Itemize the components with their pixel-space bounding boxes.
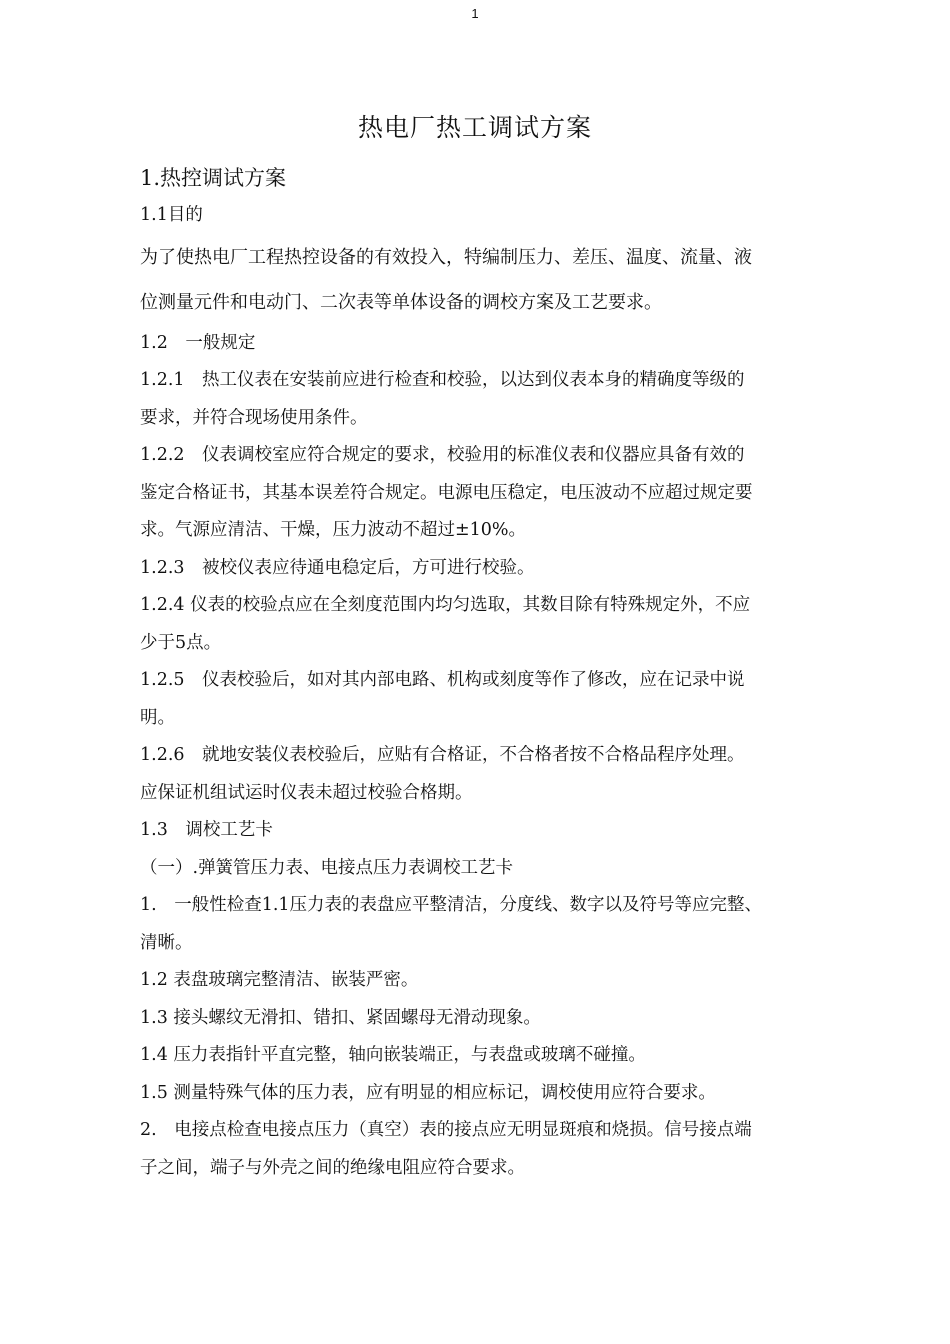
paragraph-line: 少于5点。 (140, 632, 222, 653)
page-number: 1 (471, 6, 479, 21)
paragraph-line: 2. 电接点检查电接点压力（真空）表的接点应无明显斑痕和烧损。信号接点端 (140, 1120, 752, 1140)
paragraph-line: 明。 (140, 707, 175, 728)
paragraph-line: 为了使热电厂工程热控设备的有效投入，特编制压力、差压、温度、流量、液 (140, 246, 752, 268)
paragraph-line: 1.2 表盘玻璃完整清洁、嵌装严密。 (140, 970, 419, 990)
paragraph-line: 1.2.4 仪表的校验点应在全刻度范围内均匀选取，其数目除有特殊规定外，不应 (140, 595, 751, 615)
subsection-heading: 1.1目的 (140, 205, 203, 225)
paragraph-line: 求。气源应清洁、干燥，压力波动不超过±10%。 (140, 520, 527, 540)
paragraph-line: 位测量元件和电动门、二次表等单体设备的调校方案及工艺要求。 (140, 291, 662, 313)
card-heading: （一）.弹簧管压力表、电接点压力表调校工艺卡 (140, 857, 514, 878)
document-body (140, 160, 830, 1187)
paragraph-line: 鉴定合格证书，其基本误差符合规定。电源电压稳定，电压波动不应超过规定要 (140, 482, 753, 503)
subsection-heading: 1.2 一般规定 (140, 332, 256, 353)
paragraph-line: 1.2.5 仪表校验后，如对其内部电路、机构或刻度等作了修改，应在记录中说 (140, 670, 745, 690)
paragraph-line: 1.5 测量特殊气体的压力表，应有明显的相应标记，调校使用应符合要求。 (140, 1082, 716, 1103)
paragraph-line: 1.2.1 热工仪表在安装前应进行检查和校验，以达到仪表本身的精确度等级的 (140, 370, 745, 390)
paragraph-line: 1.2.3 被校仪表应待通电稳定后，方可进行校验。 (140, 557, 535, 578)
subsection-heading: 1.3 调校工艺卡 (140, 820, 273, 840)
paragraph-line: 应保证机组试运时仪表未超过校验合格期。 (140, 782, 473, 803)
document-title: 热电厂热工调试方案 (357, 113, 592, 142)
paragraph-line: 1.2.6 就地安装仪表校验后，应贴有合格证，不合格者按不合格品程序处理。 (140, 745, 745, 765)
paragraph-line: 1.3 接头螺纹无滑扣、错扣、紧固螺母无滑动现象。 (140, 1007, 541, 1028)
paragraph-line: 子之间，端子与外壳之间的绝缘电阻应符合要求。 (140, 1157, 525, 1178)
paragraph-line: 1.4 压力表指针平直完整，轴向嵌装端正，与表盘或玻璃不碰撞。 (140, 1045, 646, 1065)
paragraph-line: 要求，并符合现场使用条件。 (140, 407, 368, 428)
paragraph-line: 1.2.2 仪表调校室应符合规定的要求，校验用的标准仪表和仪器应具备有效的 (140, 445, 745, 465)
section-heading: 1.热控调试方案 (140, 166, 287, 190)
paragraph-line: 1. 一般性检查1.1压力表的表盘应平整清洁，分度线、数字以及符号等应完整、 (140, 895, 763, 915)
paragraph-line: 清晰。 (140, 932, 193, 953)
